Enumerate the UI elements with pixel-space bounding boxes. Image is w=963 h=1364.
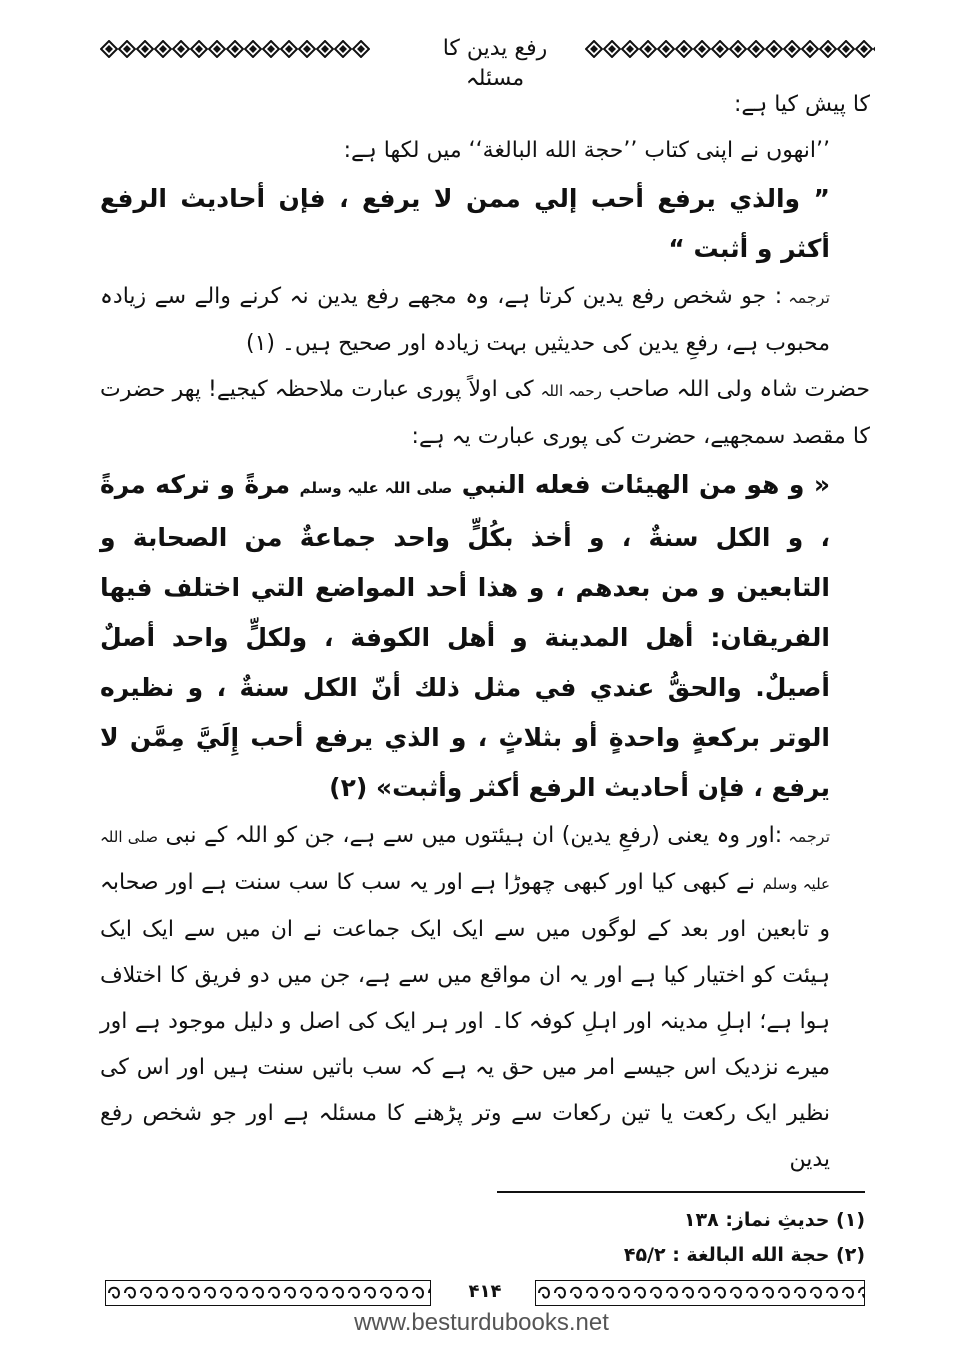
salla-glyph-2: صلی اللہ علیہ وسلم [100,828,830,893]
quote-long-a: « و هو من الهيئات فعله النبي [461,470,830,499]
header-ornament-left [100,40,370,58]
translation-2-b: نے کبھی کیا اور کبھی چھوڑا ہے اور یہ سب کا سب سنت ہے اور صحابہ و تابعین اور بعد کے لوگوں میں سے ایک ایک جماعت نے ان میں سے ایک ایک ہیئت کو اختیار کیا ہے اور یہ ان مواقع میں سے ہے، جن میں دو فریق کا اختلاف ہوا ہے؛ اہلِ مدینہ اور اہلِ کوفہ کا۔ اور ہر ایک کی اصل و دلیل موجود ہے اور میرے نزدیک اس جیسے امر میں حق یہ ہے کہ سب باتیں سنت ہیں اور اس کی نظیر ایک رکعت یا تین رکعات سے وتر پڑھنے کا مسئلہ ہے اور جو شخص رفع یدین [100,870,830,1172]
tarjuma-label: ترجمہ [788,288,830,307]
footer-ornament-left [105,1280,431,1306]
website-watermark: www.besturdubooks.net [354,1309,609,1336]
salla-glyph: صلی اللہ علیہ وسلم [299,479,453,497]
translation-1 [100,274,870,367]
rahimahullah-glyph: رحمہ اللہ [540,382,602,400]
arabic-quote-long [100,460,870,813]
footnote-2: (۲) حجة الله البالغة : ۴۵/۲ [623,1244,865,1266]
arabic-quote-short: ” والذي يرفع أحب إلي ممن لا يرفع ، فإن أحاديث الرفع أكثر و أثبت “ [100,184,830,263]
translation-2-a: :اور وہ یعنی (رفعِ یدین) ان ہیئتوں میں سے ہے، جن کو اللہ کے نبی [165,823,783,848]
running-title: رفع یدین کا مسئلہ [442,36,548,91]
translation-1-text: : جو شخص رفع یدین کرتا ہے، وہ مجھے رفع یدین نہ کرنے والے سے زیادہ محبوب ہے، رفعِ یدین کی حدیثیں بہت زیادہ اور صحیح ہیں۔ (۱) [100,284,830,356]
page-header [100,34,875,91]
body-paragraph-shah [100,367,870,460]
page-body [100,82,870,1183]
shah-text-a: حضرت شاہ ولی اللہ صاحب [608,377,870,402]
body-line-intro: کا پیش کیا ہے: [734,92,870,117]
shah-text-b: کی اولاً پوری عبارت ملاحظہ کیجیے! پھر حضرت کا مقصد سمجھیے، حضرت کی پوری عبارت یہ ہے: [100,377,870,449]
header-ornament-right [585,40,875,58]
body-line-book: ’’انھوں نے اپنی کتاب ’’حجة الله البالغة‘‘ میں لکھا ہے: [343,138,830,163]
page-footer [105,1280,865,1306]
footer-ornament-right [535,1280,865,1306]
footnote-1: (۱) حدیثِ نماز: ۱۳۸ [683,1209,865,1231]
quote-long-b: مرةً و تركه مرةً ، و الكل سنةٌ ، و أخذ بكُلٍّ واحد جماعةٌ من الصحابة و التابعين و من بعدهم ، و هذا أحد المواضع التي اختلف فيها الفريقان: أهل المدينة و أهل الكوفة ، ولكلٍّ واحد أصلٌ أصيلٌ. والحقُّ عندي في مثل ذلك أنّ الكل سنةٌ ، و نظيره الوتر بركعةٍ واحدةٍ أو بثلاثٍ ، و الذي يرفع أحب إِلَيَّ مِمَّن لا يرفع ، فإن أحاديث الرفع أكثر وأثبت» (۲) [100,470,830,802]
page-number: ۴۱۴ [468,1281,502,1302]
footnote-divider [497,1191,865,1193]
translation-2 [100,813,870,1183]
tarjuma-label-2: ترجمہ [788,827,831,846]
